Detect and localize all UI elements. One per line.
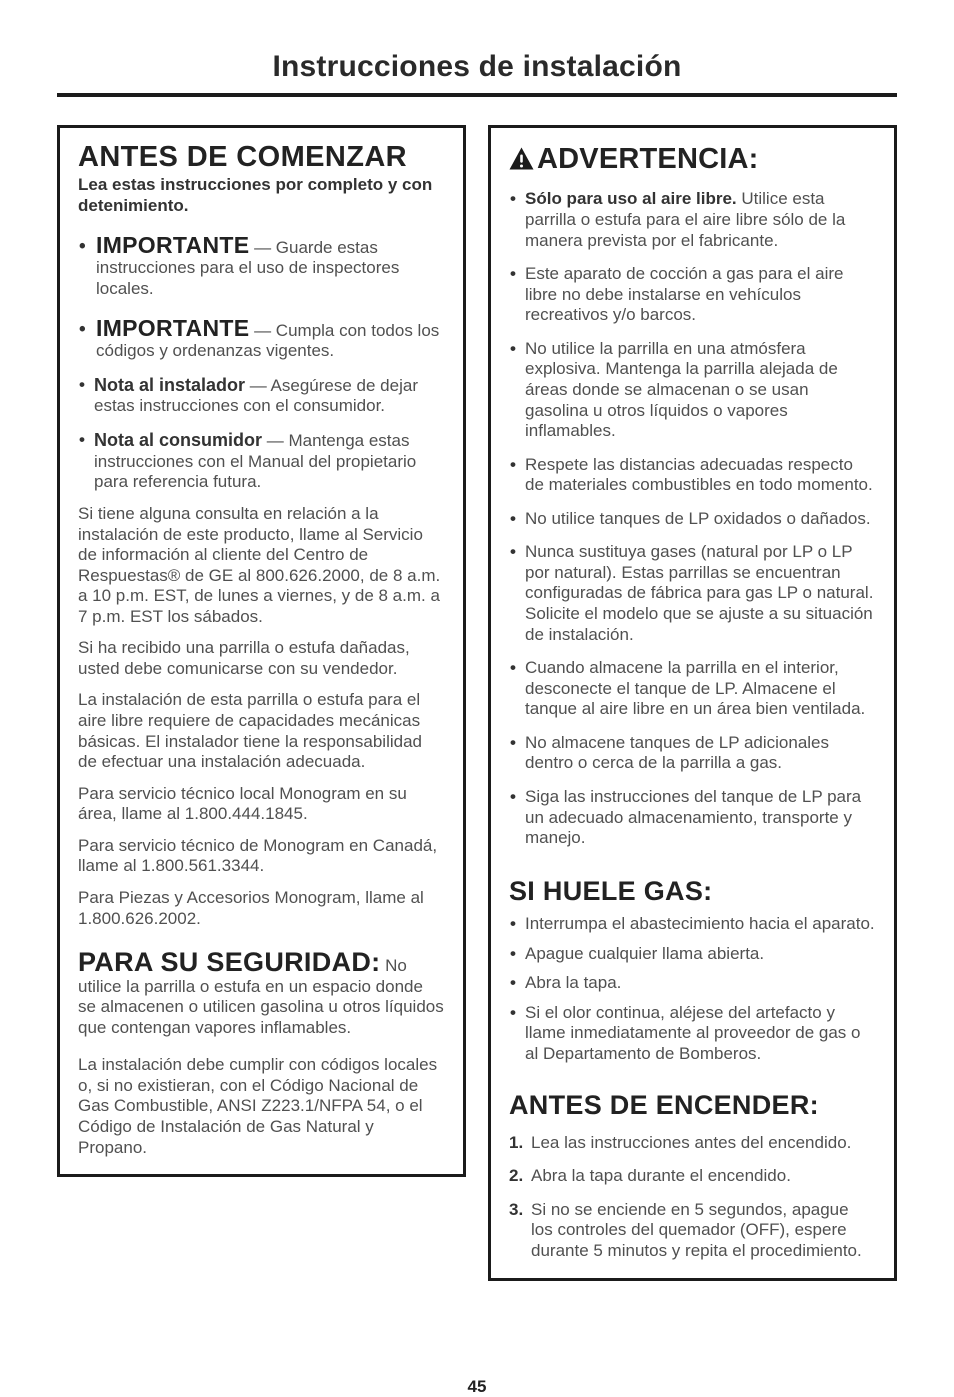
bullet-item — [78, 316, 444, 362]
para-su-seguridad-heading: PARA SU SEGURIDAD: — [78, 947, 381, 978]
step-text: Si no se enciende en 5 segundos, apague los controles del quemador (OFF), espere durante 5 minutos y repita el procedimiento. — [531, 1199, 862, 1260]
bullet-text: Apague cualquier llama abierta. — [525, 943, 765, 963]
bullet-item — [509, 1003, 875, 1065]
page-number: 45 — [467, 1376, 487, 1396]
numbered-step — [509, 1133, 875, 1154]
bullet-text: No utilice la parrilla en una atmósfera explosiva. Mantenga la parrilla alejada de áreas donde se almacenan o se usan gasolina u otros líquidos o vapores inflamables. — [525, 338, 838, 441]
bullet-item — [509, 733, 875, 774]
bullet-bold-lead: Nota al consumidor — [94, 430, 263, 451]
bullet-text: — Cumpla con todos los códigos y ordenanzas vigentes. — [96, 320, 440, 361]
paragraph: Si ha recibido una parrilla o estufa dañadas, usted debe comunicarse con su vendedor. — [78, 638, 410, 678]
bullet-text: Si el olor continua, aléjese del artefacto y llame inmediatamente al proveedor de gas o al Departamento de Bomberos. — [525, 1002, 861, 1063]
bullet-text: Este aparato de cocción a gas para el aire libre no debe instalarse en vehículos recreativos y/o barcos. — [525, 264, 844, 325]
bullet-item — [78, 375, 444, 417]
antes-de-comenzar-box — [57, 125, 466, 1177]
step-text: Lea las instrucciones antes del encendido. — [531, 1132, 852, 1152]
bullet-text: Abra la tapa. — [525, 973, 622, 993]
bullet-text: Interrumpa el abastecimiento hacia el aparato. — [525, 913, 875, 933]
bullet-bold-lead: IMPORTANTE — [96, 314, 250, 341]
bullet-item — [509, 455, 875, 496]
bullet-item — [509, 787, 875, 849]
step-number: 2. — [509, 1166, 524, 1186]
bullet-text: Siga las instrucciones del tanque de LP para un adecuado almacenamiento, transporte y manejo. — [525, 786, 862, 848]
advertencia-heading — [509, 144, 875, 176]
bullet-text: Utilice esta parrilla o estufa para el aire libre sólo de la manera prevista por el fabricante. — [525, 189, 846, 250]
manual-page — [0, 50, 954, 1396]
antes-de-comenzar-heading: ANTES DE COMENZAR — [78, 141, 408, 173]
bullet-item — [509, 509, 875, 530]
bullet-item — [509, 944, 875, 965]
bullet-text: Nunca sustituya gases (natural por LP o LP por natural). Estas parrillas se encuentran configuradas de fábrica para gas LP o natural. Solicite el modelo que se ajuste a su situación de instalación. — [525, 542, 874, 644]
antes-de-encender-heading: ANTES DE ENCENDER: — [509, 1090, 819, 1121]
bullet-text: No utilice tanques de LP oxidados o dañados. — [525, 508, 871, 528]
paragraph: Si tiene alguna consulta en relación a la instalación de este producto, llame al Servicio de información al cliente del Centro de Respuestas® de GE al 800.626.2000, de 8 a.m. a 10 p.m. EST, de lunes a viernes, y de 8 a.m. a 7 p.m. EST los sábados. — [78, 503, 441, 626]
page-title: Instrucciones de instalación — [272, 50, 682, 83]
bullet-item — [78, 233, 444, 300]
bullet-bold-lead: Nota al instalador — [94, 374, 246, 395]
bullet-bold-lead: IMPORTANTE — [96, 231, 250, 258]
bullet-bold-lead: Sólo para uso al aire libre. — [525, 189, 737, 209]
step-number: 1. — [509, 1132, 524, 1152]
safety-inline-text: No utilice la parrilla o estufa en un espacio donde se almacenen o utilicen gasolina u otros líquidos que contengan vapores inflamables. — [78, 956, 444, 1037]
si-huele-gas-list — [509, 914, 875, 1064]
paragraph: Para servicio técnico local Monogram en su área, llame al 1.800.444.1845. — [78, 783, 407, 824]
antes-de-encender-list — [509, 1133, 875, 1262]
numbered-step — [509, 1166, 875, 1187]
paragraph: La instalación debe cumplir con códigos locales o, si no existieran, con el Código Nacional de Gas Combustible, ANSI Z223.1/NFPA 54, o el Código de Instalación de Gas Natural y Propano. — [78, 1055, 438, 1157]
bullet-text: — Guarde estas instrucciones para el uso de inspectores locales. — [96, 237, 400, 299]
step-text: Abra la tapa durante el encendido. — [531, 1166, 791, 1186]
advertencia-heading-text: ADVERTENCIA: — [537, 143, 759, 175]
bullet-text: Cuando almacene la parrilla en el interior, desconecte el tanque de LP. Almacene el tanque al aire libre en un área bien ventilada. — [525, 658, 866, 719]
advertencia-box — [488, 125, 897, 1281]
bullet-text: Respete las distancias adecuadas respecto de materiales combustibles en todo momento. — [525, 454, 873, 495]
bullet-item — [509, 542, 875, 645]
warning-triangle-icon — [509, 146, 534, 176]
bullet-text: — Asegúrese de dejar estas instrucciones con el consumidor. — [94, 375, 418, 416]
paragraph: Para Piezas y Accesorios Monogram, llame al 1.800.626.2002. — [78, 887, 424, 928]
bullet-item — [509, 189, 875, 251]
bullet-item — [509, 973, 875, 994]
numbered-step — [509, 1200, 875, 1262]
content-columns — [57, 125, 897, 1281]
bullet-text: No almacene tanques de LP adicionales dentro o cerca de la parrilla a gas. — [525, 732, 830, 773]
step-number: 3. — [509, 1199, 524, 1219]
lead-text: Lea estas instrucciones por completo y con detenimiento. — [78, 175, 433, 216]
bullet-item — [509, 914, 875, 935]
title-rule — [57, 93, 897, 97]
bullet-item — [78, 430, 444, 493]
paragraph: La instalación de esta parrilla o estufa para el aire libre requiere de capacidades mecánicas básicas. El instalador tiene la responsabilidad de efectuar una instalación adecuada. — [78, 690, 422, 772]
paragraph: Para servicio técnico de Monogram en Canadá, llame al 1.800.561.3344. — [78, 835, 438, 876]
bullet-text: — Mantenga estas instrucciones con el Manual del propietario para referencia futura. — [94, 431, 417, 492]
bullet-item — [509, 339, 875, 442]
bullet-item — [509, 658, 875, 720]
bullet-item — [509, 264, 875, 326]
si-huele-gas-heading: SI HUELE GAS: — [509, 875, 713, 906]
para-su-seguridad-section — [78, 949, 444, 1038]
